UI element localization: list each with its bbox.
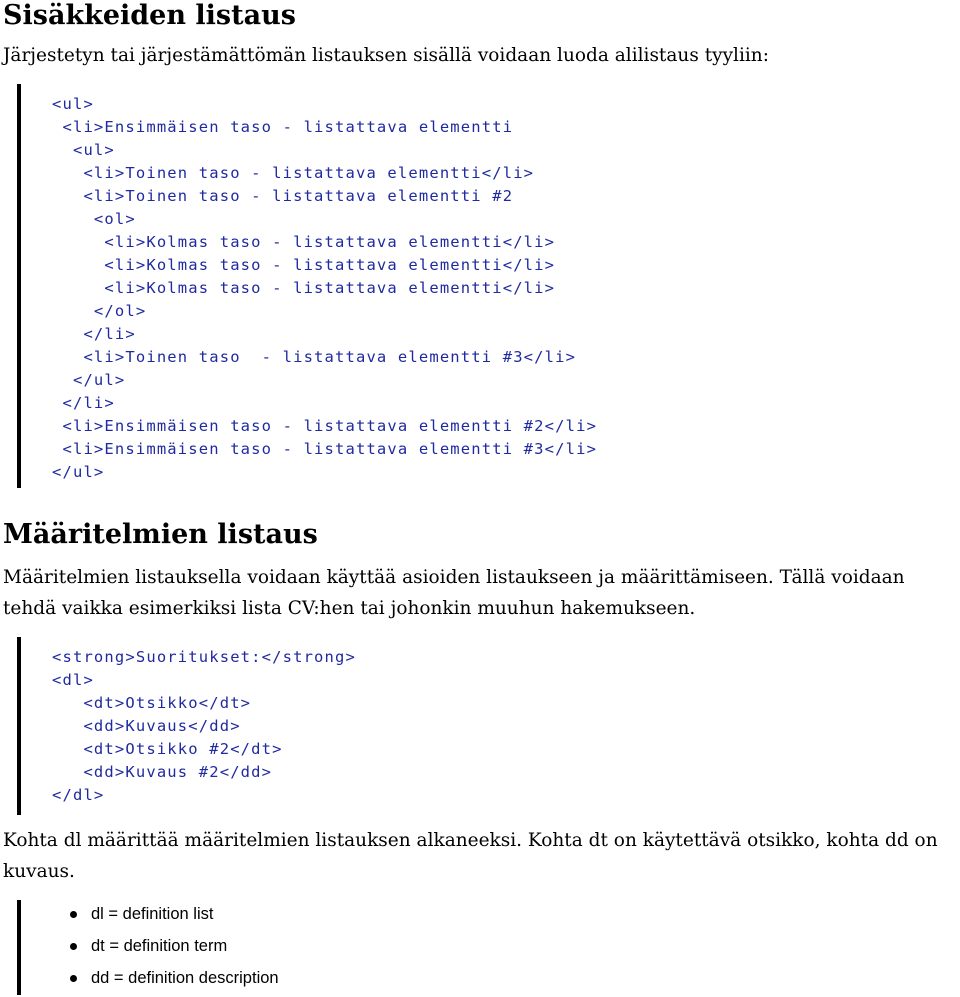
definition-lists-para-line-1: Määritelmien listauksella voidaan käyttää asioiden listaukseen ja määrittämiseen. Tällä voidaan	[3, 567, 905, 588]
code-line: <dt>Otsikko</dt>	[52, 694, 252, 712]
code-line: <ul>	[52, 95, 94, 113]
code-line: <strong>Suoritukset:</strong>	[52, 648, 356, 666]
definition-note-line-2: kuvaus.	[3, 861, 75, 882]
code-line: </ol>	[52, 302, 147, 320]
section-title-nested-lists: Sisäkkeiden listaus	[3, 0, 296, 31]
definition-lists-para-line-2: tehdä vaikka esimerkiksi lista CV:hen tai johonkin muuhun hakemukseen.	[3, 598, 696, 619]
code-line: </ul>	[52, 463, 105, 481]
code-line: <dt>Otsikko #2</dt>	[52, 740, 283, 758]
code-line: <li>Kolmas taso - listattava elementti</li>	[52, 256, 556, 274]
code-line: <li>Kolmas taso - listattava elementti</li>	[52, 279, 556, 297]
code-line: <li>Ensimmäisen taso - listattava elementti #2</li>	[52, 417, 598, 435]
code-block-bar-1	[17, 84, 21, 488]
code-line: </ul>	[52, 371, 126, 389]
code-line: <dl>	[52, 671, 94, 689]
bullet-icon	[70, 975, 77, 982]
nested-list-code-example	[52, 93, 597, 484]
list-item-text: dt = definition term	[91, 937, 228, 955]
definition-list-code-example	[52, 646, 356, 807]
definition-note-line-1: Kohta dl määrittää määritelmien listauksen alkaneeksi. Kohta dt on käytettävä otsikko, kohta dd on	[3, 830, 938, 851]
bullet-block-bar	[17, 900, 21, 995]
code-line: <li>Toinen taso - listattava elementti</li>	[52, 164, 535, 182]
list-item-text: dd = definition description	[91, 969, 279, 987]
code-line: <li>Ensimmäisen taso - listattava elementti	[52, 118, 514, 136]
list-item-text: dl = definition list	[91, 905, 214, 923]
code-line: <dd>Kuvaus #2</dd>	[52, 763, 273, 781]
code-line: <li>Toinen taso - listattava elementti #2	[52, 187, 514, 205]
code-line: <li>Toinen taso - listattava elementti #3</li>	[52, 348, 577, 366]
code-line: </li>	[52, 394, 115, 412]
code-block-bar-2	[17, 637, 21, 815]
code-line: <dd>Kuvaus</dd>	[52, 717, 241, 735]
bullet-icon	[70, 911, 77, 918]
code-line: <ul>	[52, 141, 115, 159]
code-line: <li>Ensimmäisen taso - listattava elementti #3</li>	[52, 440, 598, 458]
code-line: </dl>	[52, 786, 105, 804]
section-title-definition-lists: Määritelmien listaus	[3, 519, 318, 550]
code-line: <li>Kolmas taso - listattava elementti</li>	[52, 233, 556, 251]
bullet-icon	[70, 943, 77, 950]
nested-lists-intro: Järjestetyn tai järjestämättömän listauksen sisällä voidaan luoda alilistaus tyyliin:	[3, 45, 769, 66]
code-line: <ol>	[52, 210, 136, 228]
code-line: </li>	[52, 325, 136, 343]
